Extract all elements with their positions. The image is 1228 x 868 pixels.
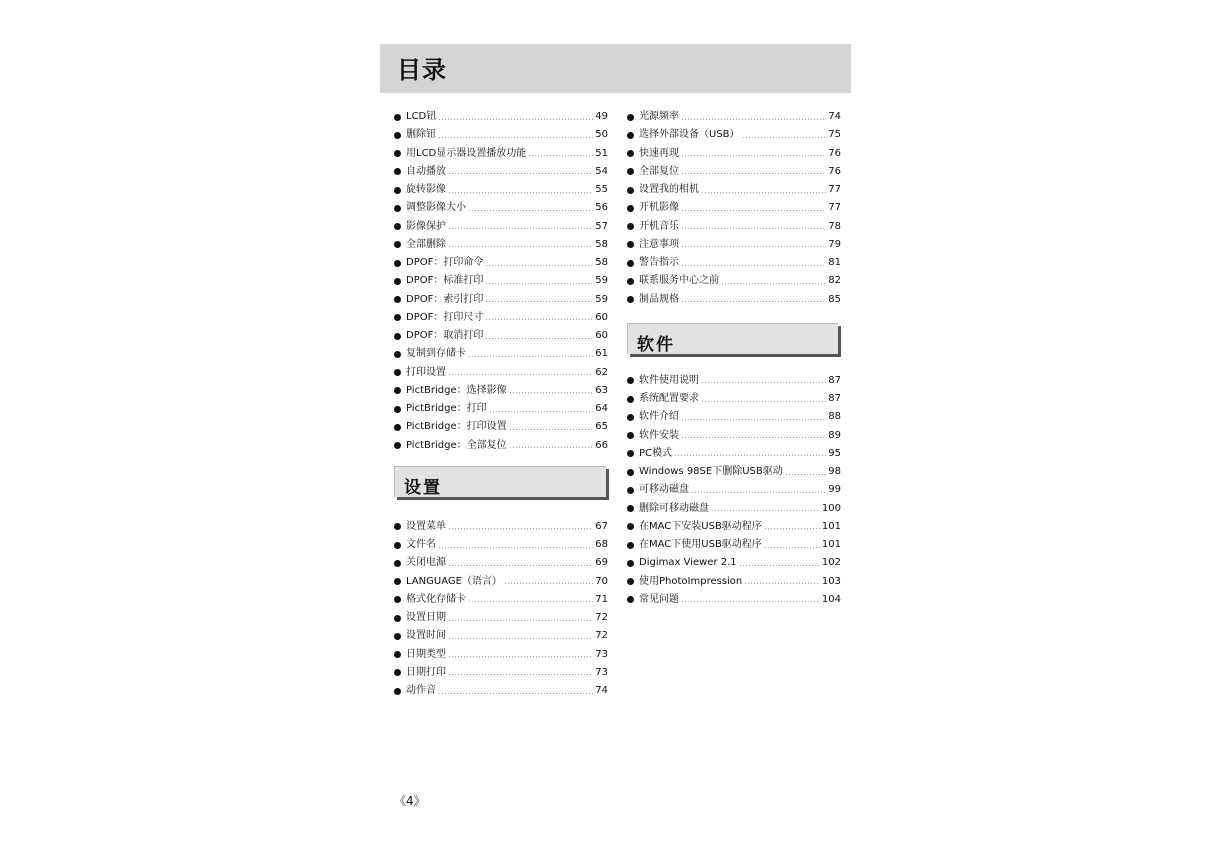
toc-entry-page: 59 bbox=[595, 293, 608, 305]
bullet-icon bbox=[394, 560, 401, 567]
bullet-icon bbox=[394, 424, 401, 431]
dot-leader bbox=[744, 583, 820, 584]
bullet-icon bbox=[627, 523, 634, 530]
page-title: 目录 bbox=[397, 56, 447, 84]
dot-leader bbox=[785, 474, 827, 475]
toc-entry-label: PictBridge：全部复位 bbox=[406, 439, 507, 451]
toc-entry[interactable] bbox=[394, 609, 608, 627]
dot-leader bbox=[681, 210, 826, 211]
dot-leader bbox=[448, 173, 593, 174]
toc-entry-page: 79 bbox=[828, 238, 841, 250]
bullet-icon bbox=[394, 351, 401, 358]
toc-list-left-a bbox=[394, 108, 608, 455]
bullet-icon bbox=[627, 278, 634, 285]
toc-list-left-b bbox=[394, 518, 608, 701]
toc-entry[interactable] bbox=[394, 108, 608, 126]
toc-entry-page: 78 bbox=[828, 220, 841, 232]
toc-entry-page: 71 bbox=[595, 593, 608, 605]
toc-entry-page: 58 bbox=[595, 257, 608, 269]
toc-entry[interactable] bbox=[394, 554, 608, 572]
toc-entry-page: 57 bbox=[595, 220, 608, 232]
toc-entry[interactable] bbox=[627, 163, 841, 181]
toc-entry[interactable] bbox=[627, 591, 841, 609]
toc-entry[interactable] bbox=[627, 427, 841, 445]
toc-entry-page: 72 bbox=[595, 612, 608, 624]
dot-leader bbox=[468, 601, 593, 602]
toc-entry-label: 删除钮 bbox=[406, 129, 436, 141]
toc-entry-page: 77 bbox=[828, 202, 841, 214]
bullet-icon bbox=[627, 114, 634, 121]
toc-entry-label: 关闭电源 bbox=[406, 557, 446, 569]
toc-entry-label: DPOF：打印命令 bbox=[406, 257, 484, 269]
toc-entry[interactable] bbox=[394, 254, 608, 272]
toc-entry-page: 55 bbox=[595, 184, 608, 196]
toc-entry-page: 58 bbox=[595, 238, 608, 250]
toc-entry-label: 设置日期 bbox=[406, 612, 446, 624]
toc-entry-label: 开机音乐 bbox=[639, 220, 679, 232]
toc-column-right bbox=[627, 108, 841, 609]
toc-entry[interactable] bbox=[394, 437, 608, 455]
bullet-icon bbox=[627, 432, 634, 439]
dot-leader bbox=[721, 283, 826, 284]
dot-leader bbox=[485, 301, 593, 302]
toc-list-right-b bbox=[627, 372, 841, 609]
toc-entry-label: 使用PhotoImpression bbox=[639, 575, 743, 587]
toc-entry-page: 95 bbox=[828, 447, 841, 459]
bullet-icon bbox=[627, 150, 634, 157]
toc-entry-label: 格式化存储卡 bbox=[406, 593, 466, 605]
toc-entry-page: 56 bbox=[595, 202, 608, 214]
dot-leader bbox=[438, 137, 593, 138]
dot-leader bbox=[739, 565, 820, 566]
bullet-icon bbox=[394, 296, 401, 303]
bullet-icon bbox=[394, 669, 401, 676]
bullet-icon bbox=[627, 396, 634, 403]
toc-entry[interactable] bbox=[394, 327, 608, 345]
dot-leader bbox=[468, 356, 593, 357]
toc-entry-page: 100 bbox=[821, 502, 841, 514]
toc-entry-page: 64 bbox=[595, 403, 608, 415]
toc-entry[interactable] bbox=[394, 573, 608, 591]
toc-entry[interactable] bbox=[627, 181, 841, 199]
bullet-icon bbox=[627, 223, 634, 230]
dot-leader bbox=[448, 374, 593, 375]
toc-entry[interactable] bbox=[394, 646, 608, 664]
toc-entry-page: 69 bbox=[595, 557, 608, 569]
bullet-icon bbox=[627, 260, 634, 267]
toc-entry-page: 73 bbox=[595, 666, 608, 678]
toc-entry-page: 101 bbox=[821, 539, 841, 551]
toc-entry-page: 59 bbox=[595, 275, 608, 287]
toc-entry-page: 67 bbox=[595, 520, 608, 532]
toc-entry-page: 89 bbox=[828, 429, 841, 441]
toc-entry-label: 系统配置要求 bbox=[639, 393, 699, 405]
dot-leader bbox=[681, 246, 826, 247]
dot-leader bbox=[438, 119, 593, 120]
dot-leader bbox=[681, 119, 826, 120]
toc-entry-page: 54 bbox=[595, 165, 608, 177]
toc-entry[interactable] bbox=[627, 500, 841, 518]
dot-leader bbox=[711, 510, 820, 511]
bullet-icon bbox=[394, 278, 401, 285]
bullet-icon bbox=[627, 241, 634, 248]
bullet-icon bbox=[627, 578, 634, 585]
toc-entry-label: PictBridge：打印 bbox=[406, 403, 487, 415]
toc-entry[interactable] bbox=[627, 445, 841, 463]
bullet-icon bbox=[394, 205, 401, 212]
toc-entry-page: 63 bbox=[595, 384, 608, 396]
toc-entry-label: 设置我的相机 bbox=[639, 184, 699, 196]
toc-entry[interactable] bbox=[394, 218, 608, 236]
dot-leader bbox=[448, 656, 593, 657]
bullet-icon bbox=[627, 205, 634, 212]
toc-entry-label: Windows 98SE下删除USB驱动 bbox=[639, 466, 783, 478]
toc-entry[interactable] bbox=[627, 372, 841, 390]
dot-leader bbox=[438, 693, 593, 694]
dot-leader bbox=[489, 411, 594, 412]
toc-entry[interactable] bbox=[627, 199, 841, 217]
dot-leader bbox=[509, 447, 594, 448]
dot-leader bbox=[509, 392, 594, 393]
bullet-icon bbox=[394, 333, 401, 340]
dot-leader bbox=[681, 301, 826, 302]
bullet-icon bbox=[394, 132, 401, 139]
toc-entry-page: 50 bbox=[595, 129, 608, 141]
toc-entry[interactable] bbox=[394, 236, 608, 254]
dot-leader bbox=[448, 638, 593, 639]
dot-leader bbox=[701, 401, 826, 402]
toc-entry[interactable] bbox=[394, 518, 608, 536]
toc-entry-label: 日期类型 bbox=[406, 648, 446, 660]
dot-leader bbox=[448, 246, 593, 247]
toc-entry-label: PictBridge：选择影像 bbox=[406, 384, 507, 396]
bullet-icon bbox=[627, 132, 634, 139]
dot-leader bbox=[764, 528, 820, 529]
toc-entry-page: 85 bbox=[828, 293, 841, 305]
bullet-icon bbox=[394, 542, 401, 549]
toc-entry[interactable] bbox=[394, 163, 608, 181]
toc-entry-label: DPOF：打印尺寸 bbox=[406, 311, 484, 323]
toc-entry-label: DPOF：索引打印 bbox=[406, 293, 484, 305]
toc-entry-page: 65 bbox=[595, 421, 608, 433]
toc-entry-label: 制品规格 bbox=[639, 293, 679, 305]
toc-entry-page: 77 bbox=[828, 184, 841, 196]
toc-entry-label: 设置时间 bbox=[406, 630, 446, 642]
toc-entry-label: 软件使用说明 bbox=[639, 374, 699, 386]
bullet-icon bbox=[627, 560, 634, 567]
toc-entry-label: 联系服务中心之前 bbox=[639, 275, 719, 287]
toc-entry-page: 88 bbox=[828, 411, 841, 423]
dot-leader bbox=[764, 547, 820, 548]
bullet-icon bbox=[394, 241, 401, 248]
toc-entry-page: 99 bbox=[828, 484, 841, 496]
toc-entry[interactable] bbox=[394, 627, 608, 645]
dot-leader bbox=[742, 137, 827, 138]
dot-leader bbox=[448, 192, 593, 193]
toc-entry-page: 51 bbox=[595, 147, 608, 159]
toc-entry-label: 自动播放 bbox=[406, 165, 446, 177]
bullet-icon bbox=[394, 168, 401, 175]
toc-entry-label: Digimax Viewer 2.1 bbox=[639, 557, 737, 569]
toc-entry-label: 打印设置 bbox=[406, 366, 446, 378]
toc-entry-label: DPOF：取消打印 bbox=[406, 330, 484, 342]
toc-entry[interactable] bbox=[394, 309, 608, 327]
toc-entry-page: 70 bbox=[595, 575, 608, 587]
toc-entry[interactable] bbox=[627, 218, 841, 236]
toc-entry[interactable] bbox=[394, 382, 608, 400]
dot-leader bbox=[681, 265, 826, 266]
toc-entry-page: 74 bbox=[828, 111, 841, 123]
dot-leader bbox=[485, 283, 593, 284]
toc-entry-label: 可移动磁盘 bbox=[639, 484, 689, 496]
toc-column-left bbox=[394, 108, 608, 700]
bullet-icon bbox=[394, 442, 401, 449]
toc-entry-label: PictBridge：打印设置 bbox=[406, 421, 507, 433]
toc-entry-page: 61 bbox=[595, 348, 608, 360]
toc-entry-label: 设置菜单 bbox=[406, 520, 446, 532]
toc-entry-page: 68 bbox=[595, 539, 608, 551]
toc-entry-page: 81 bbox=[828, 257, 841, 269]
dot-leader bbox=[438, 547, 593, 548]
toc-entry[interactable] bbox=[394, 682, 608, 700]
dot-leader bbox=[485, 265, 593, 266]
toc-entry[interactable] bbox=[627, 536, 841, 554]
toc-entry[interactable] bbox=[394, 145, 608, 163]
bullet-icon bbox=[394, 260, 401, 267]
toc-entry-page: 76 bbox=[828, 165, 841, 177]
dot-leader bbox=[448, 674, 593, 675]
toc-entry-page: 66 bbox=[595, 439, 608, 451]
bullet-icon bbox=[394, 651, 401, 658]
toc-entry[interactable] bbox=[394, 199, 608, 217]
toc-entry[interactable] bbox=[394, 591, 608, 609]
bullet-icon bbox=[627, 377, 634, 384]
bullet-icon bbox=[394, 523, 401, 530]
dot-leader bbox=[448, 620, 593, 621]
page-number: 《4》 bbox=[394, 794, 426, 808]
toc-entry-page: 76 bbox=[828, 147, 841, 159]
dot-leader bbox=[681, 155, 826, 156]
toc-entry-label: 全部删除 bbox=[406, 238, 446, 250]
title-band bbox=[380, 44, 851, 93]
toc-entry[interactable] bbox=[394, 126, 608, 144]
toc-entry-page: 73 bbox=[595, 648, 608, 660]
toc-entry-page: 60 bbox=[595, 311, 608, 323]
toc-entry-label: 全部复位 bbox=[639, 165, 679, 177]
bullet-icon bbox=[394, 596, 401, 603]
section-header-settings bbox=[394, 466, 606, 497]
toc-entry-label: 复制到存储卡 bbox=[406, 348, 466, 360]
toc-entry-label: 旋转影像 bbox=[406, 184, 446, 196]
toc-entry-label: DPOF：标准打印 bbox=[406, 275, 484, 287]
bullet-icon bbox=[394, 223, 401, 230]
dot-leader bbox=[485, 338, 593, 339]
toc-entry-label: 软件安装 bbox=[639, 429, 679, 441]
dot-leader bbox=[448, 228, 593, 229]
toc-entry[interactable] bbox=[394, 291, 608, 309]
dot-leader bbox=[701, 192, 826, 193]
section-title-settings: 设置 bbox=[404, 477, 442, 498]
dot-leader bbox=[681, 437, 826, 438]
toc-entry-label: 文件名 bbox=[406, 539, 436, 551]
toc-entry-label: PC模式 bbox=[639, 447, 673, 459]
dot-leader bbox=[448, 528, 593, 529]
toc-entry[interactable] bbox=[627, 236, 841, 254]
toc-entry[interactable] bbox=[394, 181, 608, 199]
toc-entry[interactable] bbox=[394, 536, 608, 554]
dot-leader bbox=[681, 228, 826, 229]
toc-entry[interactable] bbox=[627, 573, 841, 591]
bullet-icon bbox=[394, 187, 401, 194]
section-header-software bbox=[627, 323, 838, 354]
bullet-icon bbox=[627, 296, 634, 303]
toc-entry-page: 74 bbox=[595, 685, 608, 697]
toc-entry-label: 光源频率 bbox=[639, 111, 679, 123]
toc-entry-label: 日期打印 bbox=[406, 666, 446, 678]
toc-entry-page: 72 bbox=[595, 630, 608, 642]
toc-entry[interactable] bbox=[394, 364, 608, 382]
toc-entry[interactable] bbox=[627, 463, 841, 481]
toc-entry[interactable] bbox=[627, 291, 841, 309]
toc-entry-label: 在MAC下安装USB驱动程序 bbox=[639, 520, 762, 532]
toc-entry-label: 影像保护 bbox=[406, 220, 446, 232]
toc-entry-label: 注意事项 bbox=[639, 238, 679, 250]
dot-leader bbox=[504, 583, 593, 584]
toc-entry-label: 删除可移动磁盘 bbox=[639, 502, 709, 514]
bullet-icon bbox=[394, 114, 401, 121]
dot-leader bbox=[681, 419, 826, 420]
dot-leader bbox=[701, 382, 826, 383]
toc-entry-page: 87 bbox=[828, 393, 841, 405]
toc-entry[interactable] bbox=[394, 345, 608, 363]
bullet-icon bbox=[394, 688, 401, 695]
bullet-icon bbox=[627, 596, 634, 603]
dot-leader bbox=[485, 319, 593, 320]
toc-list-right-a bbox=[627, 108, 841, 309]
toc-entry-label: 动作音 bbox=[406, 685, 436, 697]
bullet-icon bbox=[394, 150, 401, 157]
toc-entry-label: 开机影像 bbox=[639, 202, 679, 214]
toc-entry[interactable] bbox=[627, 145, 841, 163]
bullet-icon bbox=[627, 187, 634, 194]
toc-entry-page: 49 bbox=[595, 111, 608, 123]
toc-entry-label: 软件介绍 bbox=[639, 411, 679, 423]
toc-entry-page: 75 bbox=[828, 129, 841, 141]
bullet-icon bbox=[627, 450, 634, 457]
toc-entry-page: 101 bbox=[821, 520, 841, 532]
toc-entry[interactable] bbox=[394, 272, 608, 290]
toc-entry[interactable] bbox=[627, 554, 841, 572]
dot-leader bbox=[448, 565, 593, 566]
bullet-icon bbox=[394, 314, 401, 321]
bullet-icon bbox=[394, 578, 401, 585]
bullet-icon bbox=[394, 369, 401, 376]
bullet-icon bbox=[627, 505, 634, 512]
bullet-icon bbox=[627, 542, 634, 549]
toc-entry-label: 警告指示 bbox=[639, 257, 679, 269]
toc-entry-label: 快速再现 bbox=[639, 147, 679, 159]
toc-entry[interactable] bbox=[627, 108, 841, 126]
section-title-software: 软件 bbox=[637, 334, 675, 355]
toc-entry-label: 常见问题 bbox=[639, 593, 679, 605]
dot-leader bbox=[681, 173, 826, 174]
toc-entry[interactable] bbox=[627, 518, 841, 536]
toc-entry-label: 用LCD显示器设置播放功能 bbox=[406, 147, 527, 159]
toc-entry-label: LCD钮 bbox=[406, 111, 437, 123]
bullet-icon bbox=[394, 615, 401, 622]
bullet-icon bbox=[627, 168, 634, 175]
toc-entry-page: 62 bbox=[595, 366, 608, 378]
dot-leader bbox=[674, 455, 826, 456]
toc-entry-page: 104 bbox=[821, 593, 841, 605]
toc-entry[interactable] bbox=[627, 408, 841, 426]
bullet-icon bbox=[627, 414, 634, 421]
bullet-icon bbox=[394, 633, 401, 640]
bullet-icon bbox=[394, 406, 401, 413]
bullet-icon bbox=[627, 487, 634, 494]
toc-entry-label: 在MAC下使用USB驱动程序 bbox=[639, 539, 762, 551]
toc-entry[interactable] bbox=[627, 272, 841, 290]
bullet-icon bbox=[394, 387, 401, 394]
toc-entry[interactable] bbox=[394, 400, 608, 418]
toc-entry-page: 98 bbox=[828, 466, 841, 478]
toc-entry[interactable] bbox=[627, 126, 841, 144]
toc-entry[interactable] bbox=[627, 390, 841, 408]
toc-entry[interactable] bbox=[627, 481, 841, 499]
toc-entry[interactable] bbox=[394, 664, 608, 682]
dot-leader bbox=[528, 155, 593, 156]
toc-entry[interactable] bbox=[394, 418, 608, 436]
toc-entry-page: 60 bbox=[595, 330, 608, 342]
toc-entry-label: 选择外部设备（USB） bbox=[639, 129, 740, 141]
toc-entry-label: LANGUAGE（语言） bbox=[406, 575, 502, 587]
bullet-icon bbox=[627, 469, 634, 476]
toc-entry-page: 82 bbox=[828, 275, 841, 287]
dot-leader bbox=[509, 429, 594, 430]
toc-entry-page: 87 bbox=[828, 374, 841, 386]
toc-entry-label: 调整影像大小 bbox=[406, 202, 466, 214]
dot-leader bbox=[468, 210, 593, 211]
dot-leader bbox=[691, 492, 826, 493]
toc-entry-page: 103 bbox=[821, 575, 841, 587]
dot-leader bbox=[681, 601, 820, 602]
toc-entry-page: 102 bbox=[821, 557, 841, 569]
toc-entry[interactable] bbox=[627, 254, 841, 272]
